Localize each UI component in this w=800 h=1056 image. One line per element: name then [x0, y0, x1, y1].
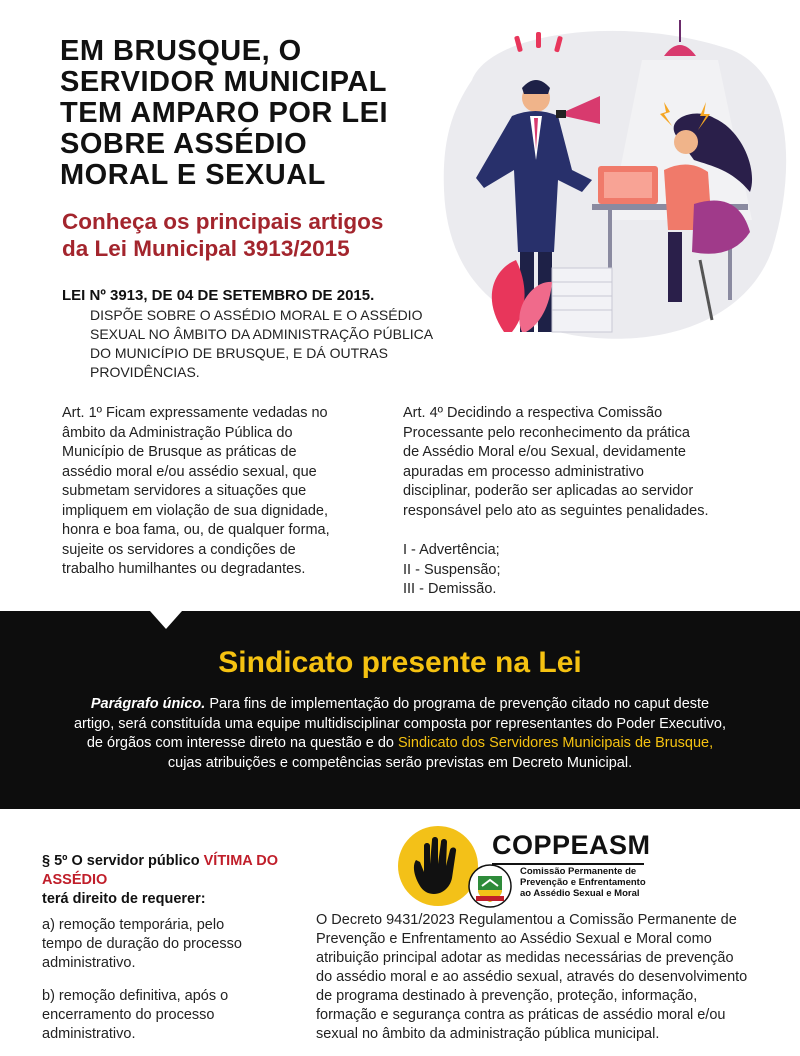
band-title: Sindicato presente na Lei — [218, 646, 582, 679]
item-a-line: tempo de duração do processo — [42, 936, 242, 952]
decreto-line: formação e segurança contra as práticas de assédio moral e/ou — [316, 1007, 726, 1023]
coppeasm-subtitle-line: Prevenção e Enfrentamento — [520, 877, 646, 888]
item-b-line: b) remoção definitiva, após o — [42, 988, 229, 1004]
law-description-line: DISPÕE SOBRE O ASSÉDIO MORAL E O ASSÉDIO — [90, 307, 423, 323]
article-1-line: impliquem em violação de sua dignidade, — [62, 502, 328, 519]
headline-line: EM BRUSQUE, O — [60, 35, 302, 67]
article-4-line: responsável pelo ato as seguintes penalidades. — [403, 502, 709, 519]
band-notch — [150, 611, 182, 629]
headline — [60, 36, 420, 191]
section-5-prefix: § 5º O servidor público — [42, 853, 204, 869]
article-1-line: sujeite os servidores a condições de — [62, 541, 296, 558]
penalty-item: II - Suspensão; — [403, 561, 501, 578]
decreto-paragraph — [316, 911, 786, 1044]
law-description-line: PROVIDÊNCIAS. — [90, 364, 200, 380]
coppeasm-subtitle-line: Comissão Permanente de — [520, 866, 637, 877]
article-1-line: submetam servidores a situações que — [62, 483, 307, 499]
article-1-line: âmbito da Administração Pública do — [62, 424, 293, 441]
penalty-item: I - Advertência; — [403, 542, 500, 558]
decreto-line: do assédio moral e ao assédio sexual, através do desenvolvimento — [316, 969, 748, 985]
law-title: LEI Nº 3913, DE 04 DE SETEMBRO DE 2015. — [62, 287, 375, 304]
article-1-line: Município de Brusque as práticas de — [62, 444, 297, 460]
article-1-line: assédio moral e/ou assédio sexual, que — [62, 463, 317, 480]
article-1-line: trabalho humilhantes ou degradantes. — [62, 561, 306, 577]
headline-line: MORAL E SEXUAL — [60, 159, 326, 191]
article-1 — [62, 404, 382, 580]
decreto-line: Prevenção e Enfrentamento ao Assédio Sexual e Moral como — [316, 931, 712, 947]
victim-highlight: VÍTIMA DO ASSÉDIO — [42, 853, 279, 888]
decreto-line: atribuição principal adotar as medidas necessárias de prevenção — [316, 950, 734, 966]
article-4-line: Processante pelo reconhecimento da prática — [403, 424, 690, 441]
article-4-line: disciplinar, poderão ser aplicadas ao servidor — [403, 483, 694, 499]
penalty-item: III - Demissão. — [403, 581, 497, 597]
item-b-line: administrativo. — [42, 1026, 136, 1042]
coppeasm-subtitle-line: ao Assédio Sexual e Moral — [520, 888, 640, 899]
article-4-line: Art. 4º Decidindo a respectiva Comissão — [403, 405, 663, 421]
sindicato-highlight: Sindicato dos Servidores Municipais de Brusque, — [398, 735, 714, 751]
article-4-line: de Assédio Moral e/ou Sexual, devidamente — [403, 444, 686, 460]
subheadline — [62, 208, 422, 262]
headline-line: SERVIDOR MUNICIPAL — [60, 66, 387, 98]
band-text-1: Para fins de implementação do programa de prevenção citado no caput deste artigo, será constituída uma equipe multidisciplinar composta por representantes do Poder Executivo, de órgãos com interesse direto na questão e do — [73, 696, 727, 751]
article-1-line: honra e boa fama, ou, de qualquer forma, — [62, 522, 330, 538]
article-1-line: Art. 1º Ficam expressamente vedadas no — [62, 405, 328, 421]
section-5-heading — [42, 852, 282, 909]
item-a-line: a) remoção temporária, pelo — [42, 917, 225, 933]
item-b — [42, 987, 282, 1044]
item-a-line: administrativo. — [42, 955, 136, 971]
harassment-illustration — [432, 20, 794, 350]
headline-line: SOBRE ASSÉDIO — [60, 128, 308, 160]
section-5-suffix: terá direito de requerer: — [42, 891, 206, 907]
decreto-line: de programa destinado à prevenção, proteção, informação, — [316, 988, 698, 1004]
band-text-2: cujas atribuições e competências serão previstas em Decreto Municipal. — [167, 754, 633, 771]
subheadline-line: da Lei Municipal 3913/2015 — [62, 236, 350, 261]
coppeasm-divider — [492, 863, 644, 865]
article-4-line: apuradas em processo administrativo — [403, 463, 644, 480]
coppeasm-subtitle — [520, 866, 660, 899]
item-b-line: encerramento do processo — [42, 1007, 215, 1023]
coppeasm-logo — [398, 826, 478, 906]
headline-line: TEM AMPARO POR LEI — [60, 97, 388, 129]
law-description-line: DO MUNICÍPIO DE BRUSQUE, E DÁ OUTRAS — [90, 345, 388, 361]
decreto-line: O Decreto 9431/2023 Regulamentou a Comissão Permanente de — [316, 912, 737, 928]
penalties-list — [403, 541, 501, 600]
subheadline-line: Conheça os principais artigos — [62, 209, 384, 234]
hand-icon — [398, 826, 478, 906]
article-4 — [403, 404, 753, 521]
band-paragraph — [70, 695, 730, 773]
coppeasm-title: COPPEASM — [492, 830, 651, 860]
band-lead: Parágrafo único. — [90, 696, 206, 712]
decreto-line: sexual no âmbito da administração pública municipal. — [316, 1026, 660, 1042]
brusque-seal-icon — [468, 864, 512, 908]
item-a — [42, 916, 282, 973]
law-description — [90, 306, 470, 382]
law-description-line: SEXUAL NO ÂMBITO DA ADMINISTRAÇÃO PÚBLICA — [90, 326, 434, 342]
